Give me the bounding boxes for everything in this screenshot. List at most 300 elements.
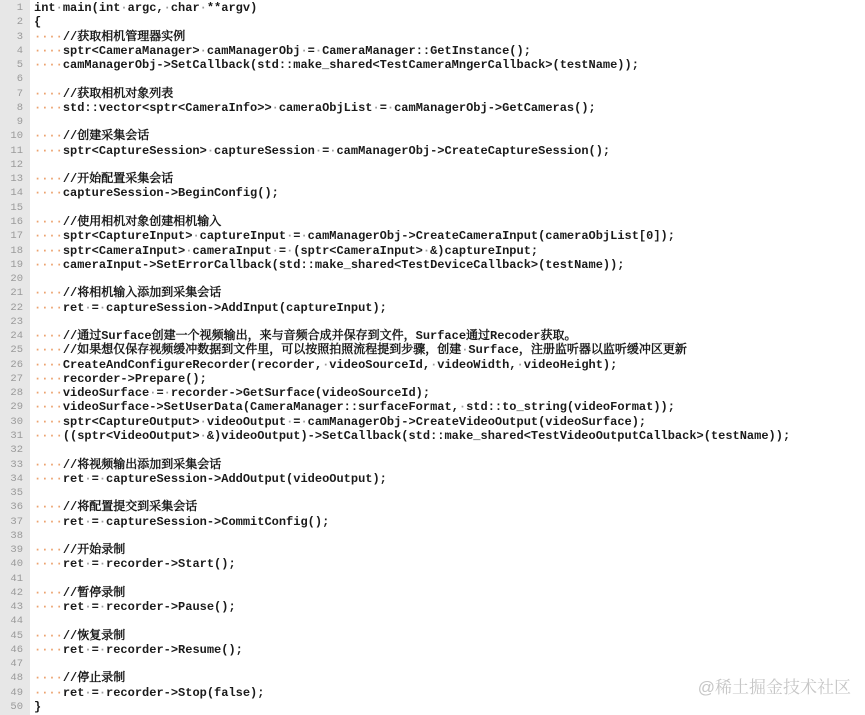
whitespace-dot: · — [458, 400, 467, 415]
code-text: ····sptr<CaptureOutput>·videoOutput·=·camManagerObj->CreateVideoOutput(videoSurface); — [34, 414, 647, 429]
whitespace-dot: · — [48, 386, 56, 401]
code-text — [30, 72, 34, 86]
code-text: ····((sptr<VideoOutput>·&)videoOutput)->SetCallback(std::make_shared<TestVideoOutputCallback>(testName)); — [34, 428, 791, 443]
whitespace-dot: · — [41, 457, 49, 472]
whitespace-dot: · — [41, 400, 49, 415]
whitespace-dot: · — [48, 243, 56, 258]
line-number: 17 — [0, 229, 30, 243]
code-text — [30, 572, 34, 586]
code-line — [0, 158, 865, 172]
code-text — [30, 115, 34, 129]
whitespace-dot: · — [84, 514, 92, 529]
code-line — [0, 58, 865, 72]
whitespace-dot: · — [300, 229, 308, 244]
whitespace-dot: · — [271, 100, 279, 115]
code-text: ····//将配置提交到采集会话 — [34, 500, 198, 515]
code-text — [30, 272, 34, 286]
whitespace-dot: · — [34, 414, 42, 429]
code-text — [30, 614, 34, 628]
line-number: 29 — [0, 400, 30, 414]
whitespace-dot: · — [286, 414, 294, 429]
line-number: 7 — [0, 87, 30, 101]
line-number: 43 — [0, 600, 30, 614]
whitespace-dot: · — [41, 143, 49, 158]
whitespace-dot: · — [386, 100, 395, 115]
line-number: 5 — [0, 58, 30, 72]
whitespace-dot: · — [34, 671, 42, 686]
whitespace-dot: · — [48, 457, 56, 472]
code-text: int·main(int·argc,·char·**argv) — [34, 1, 258, 15]
whitespace-dot: · — [55, 286, 63, 301]
whitespace-dot: · — [34, 172, 42, 187]
code-line — [0, 486, 865, 500]
whitespace-dot: · — [98, 600, 107, 615]
line-number: 34 — [0, 472, 30, 486]
whitespace-dot: · — [55, 172, 63, 187]
whitespace-dot: · — [48, 43, 56, 58]
whitespace-dot: · — [41, 172, 49, 187]
whitespace-dot: · — [163, 1, 171, 15]
code-text — [30, 657, 34, 671]
whitespace-dot: · — [98, 685, 107, 700]
code-line — [0, 700, 865, 714]
code-line — [0, 244, 865, 258]
whitespace-dot: · — [55, 628, 63, 643]
whitespace-dot: · — [41, 628, 49, 643]
code-text — [30, 158, 34, 172]
whitespace-dot: · — [55, 100, 63, 115]
code-line — [0, 443, 865, 457]
whitespace-dot: · — [430, 357, 438, 372]
whitespace-dot: · — [55, 257, 63, 272]
line-number: 41 — [0, 572, 30, 586]
whitespace-dot: · — [286, 243, 294, 258]
whitespace-dot: · — [98, 471, 107, 486]
whitespace-dot: · — [199, 428, 207, 443]
whitespace-dot: · — [55, 329, 63, 344]
whitespace-dot: · — [48, 286, 56, 301]
line-number: 25 — [0, 343, 30, 357]
whitespace-dot: · — [55, 471, 63, 486]
code-text: ····sptr<CameraManager>·camManagerObj·=·CameraManager::GetInstance(); — [34, 43, 531, 58]
whitespace-dot: · — [34, 286, 42, 301]
line-number: 36 — [0, 500, 30, 514]
whitespace-dot: · — [55, 428, 63, 443]
line-number: 6 — [0, 72, 30, 86]
code-line — [0, 515, 865, 529]
whitespace-dot: · — [48, 300, 56, 315]
line-number: 31 — [0, 429, 30, 443]
whitespace-dot: · — [84, 642, 92, 657]
whitespace-dot: · — [34, 628, 42, 643]
line-number: 9 — [0, 115, 30, 129]
whitespace-dot: · — [48, 628, 56, 643]
whitespace-dot: · — [98, 514, 107, 529]
whitespace-dot: · — [84, 471, 92, 486]
code-text: ····ret·=·captureSession->AddOutput(videoOutput); — [34, 471, 387, 486]
whitespace-dot: · — [41, 43, 49, 58]
whitespace-dot: · — [84, 557, 92, 572]
whitespace-dot: · — [41, 514, 49, 529]
whitespace-dot: · — [48, 642, 56, 657]
line-number: 1 — [0, 1, 30, 15]
line-number: 33 — [0, 458, 30, 472]
code-text — [30, 486, 34, 500]
whitespace-dot: · — [41, 371, 49, 386]
code-text: ····sptr<CaptureSession>·captureSession·=·camManagerObj->CreateCaptureSession(); — [34, 143, 611, 158]
code-text: ····//将视频输出添加到采集会话 — [34, 457, 222, 472]
whitespace-dot: · — [34, 600, 42, 615]
code-text: ····//创建采集会话 — [34, 129, 150, 144]
line-number: 28 — [0, 386, 30, 400]
whitespace-dot: · — [314, 143, 323, 158]
whitespace-dot: · — [48, 557, 56, 572]
line-number: 12 — [0, 158, 30, 172]
whitespace-dot: · — [461, 343, 469, 358]
whitespace-dot: · — [98, 300, 107, 315]
code-line — [0, 643, 865, 657]
whitespace-dot: · — [55, 414, 63, 429]
whitespace-dot: · — [48, 343, 56, 358]
whitespace-dot: · — [48, 543, 56, 558]
whitespace-dot: · — [422, 243, 431, 258]
whitespace-dot: · — [55, 600, 63, 615]
code-line — [0, 30, 865, 44]
code-line — [0, 358, 865, 372]
whitespace-dot: · — [55, 357, 63, 372]
code-line — [0, 87, 865, 101]
code-text: ····//通过Surface创建一个视频输出，来与音频合成并保存到文件，Surface通过Recoder获取。 — [34, 329, 577, 344]
whitespace-dot: · — [34, 371, 42, 386]
code-line — [0, 557, 865, 571]
whitespace-dot: · — [34, 100, 42, 115]
whitespace-dot: · — [55, 214, 63, 229]
code-text: ····camManagerObj->SetCallback(std::make_shared<TestCameraMngerCallback>(testName)); — [34, 58, 639, 73]
whitespace-dot: · — [300, 43, 308, 58]
whitespace-dot: · — [41, 129, 49, 144]
whitespace-dot: · — [48, 129, 56, 144]
code-text: ····sptr<CameraInput>·cameraInput·=·(sptr<CameraInput>·&)captureInput; — [34, 243, 539, 258]
whitespace-dot: · — [48, 471, 56, 486]
whitespace-dot: · — [516, 357, 524, 372]
code-text: ····ret·=·captureSession->CommitConfig(); — [34, 514, 330, 529]
whitespace-dot: · — [55, 671, 63, 686]
whitespace-dot: · — [41, 58, 49, 73]
line-number: 48 — [0, 671, 30, 685]
code-text: } — [34, 700, 42, 715]
line-number: 4 — [0, 44, 30, 58]
line-number: 13 — [0, 172, 30, 186]
code-line — [0, 272, 865, 286]
line-number: 23 — [0, 315, 30, 329]
code-text: ····ret·=·recorder->Resume(); — [34, 642, 243, 657]
line-number: 40 — [0, 557, 30, 571]
line-number: 44 — [0, 614, 30, 628]
code-line — [0, 543, 865, 557]
whitespace-dot: · — [34, 585, 42, 600]
code-line — [0, 15, 865, 29]
code-line — [0, 372, 865, 386]
whitespace-dot: · — [372, 100, 380, 115]
code-text: ····//获取相机对象列表 — [34, 86, 174, 101]
whitespace-dot: · — [34, 514, 42, 529]
whitespace-dot: · — [55, 143, 63, 158]
whitespace-dot: · — [199, 414, 207, 429]
code-line — [0, 186, 865, 200]
code-line — [0, 315, 865, 329]
code-line — [0, 72, 865, 86]
code-line — [0, 614, 865, 628]
whitespace-dot: · — [34, 43, 42, 58]
code-text: ····//将相机输入添加到采集会话 — [34, 286, 222, 301]
code-line — [0, 201, 865, 215]
line-number: 18 — [0, 244, 30, 258]
whitespace-dot: · — [48, 400, 56, 415]
whitespace-dot: · — [48, 329, 56, 344]
code-line — [0, 529, 865, 543]
whitespace-dot: · — [41, 428, 49, 443]
whitespace-dot: · — [34, 471, 42, 486]
whitespace-dot: · — [55, 43, 63, 58]
whitespace-dot: · — [55, 400, 63, 415]
whitespace-dot: · — [34, 357, 42, 372]
whitespace-dot: · — [55, 1, 63, 15]
code-line — [0, 172, 865, 186]
whitespace-dot: · — [34, 29, 42, 44]
whitespace-dot: · — [34, 86, 42, 101]
code-line — [0, 229, 865, 243]
whitespace-dot: · — [48, 357, 56, 372]
code-text: ····videoSurface·=·recorder->GetSurface(videoSourceId); — [34, 386, 431, 401]
line-number: 19 — [0, 258, 30, 272]
whitespace-dot: · — [55, 343, 63, 358]
whitespace-dot: · — [41, 329, 49, 344]
code-line — [0, 586, 865, 600]
code-text: ····std::vector<sptr<CameraInfo>>·cameraObjList·=·camManagerObj->GetCameras(); — [34, 100, 596, 115]
code-line — [0, 115, 865, 129]
whitespace-dot: · — [163, 386, 171, 401]
code-text — [30, 315, 34, 329]
whitespace-dot: · — [34, 685, 42, 700]
line-number: 26 — [0, 358, 30, 372]
whitespace-dot: · — [41, 642, 49, 657]
code-line — [0, 144, 865, 158]
whitespace-dot: · — [34, 329, 42, 344]
line-number: 3 — [0, 30, 30, 44]
line-number: 45 — [0, 629, 30, 643]
whitespace-dot: · — [149, 386, 157, 401]
line-number: 47 — [0, 657, 30, 671]
whitespace-dot: · — [34, 500, 42, 515]
whitespace-dot: · — [34, 243, 42, 258]
code-line — [0, 657, 865, 671]
code-line — [0, 129, 865, 143]
whitespace-dot: · — [55, 371, 63, 386]
whitespace-dot: · — [48, 229, 56, 244]
whitespace-dot: · — [34, 386, 42, 401]
whitespace-dot: · — [286, 229, 294, 244]
code-text: ····//开始录制 — [34, 543, 126, 558]
code-line — [0, 329, 865, 343]
code-line — [0, 301, 865, 315]
whitespace-dot: · — [192, 229, 200, 244]
code-text: ····cameraInput->SetErrorCallback(std::make_shared<TestDeviceCallback>(testName)); — [34, 257, 625, 272]
whitespace-dot: · — [41, 214, 49, 229]
code-text — [30, 201, 34, 215]
line-number: 11 — [0, 144, 30, 158]
code-line — [0, 386, 865, 400]
line-number: 42 — [0, 586, 30, 600]
whitespace-dot: · — [41, 557, 49, 572]
whitespace-dot: · — [329, 143, 337, 158]
whitespace-dot: · — [55, 29, 63, 44]
line-number: 15 — [0, 201, 30, 215]
code-text — [30, 443, 34, 457]
line-number: 10 — [0, 129, 30, 143]
code-line — [0, 258, 865, 272]
whitespace-dot: · — [55, 300, 63, 315]
whitespace-dot: · — [34, 257, 42, 272]
code-line — [0, 343, 865, 357]
whitespace-dot: · — [34, 229, 42, 244]
line-number: 14 — [0, 186, 30, 200]
code-text: ····ret·=·recorder->Start(); — [34, 557, 236, 572]
code-text: ····recorder->Prepare(); — [34, 371, 207, 386]
whitespace-dot: · — [48, 58, 56, 73]
line-number: 8 — [0, 101, 30, 115]
whitespace-dot: · — [120, 1, 128, 15]
whitespace-dot: · — [41, 500, 49, 515]
code-line — [0, 1, 865, 15]
line-number: 35 — [0, 486, 30, 500]
whitespace-dot: · — [98, 557, 107, 572]
whitespace-dot: · — [34, 457, 42, 472]
whitespace-dot: · — [41, 585, 49, 600]
whitespace-dot: · — [34, 300, 42, 315]
whitespace-dot: · — [34, 557, 42, 572]
code-line — [0, 286, 865, 300]
code-text: ····//开始配置采集会话 — [34, 172, 174, 187]
whitespace-dot: · — [55, 557, 63, 572]
whitespace-dot: · — [34, 428, 42, 443]
line-number: 32 — [0, 443, 30, 457]
whitespace-dot: · — [84, 685, 92, 700]
whitespace-dot: · — [48, 514, 56, 529]
whitespace-dot: · — [48, 86, 56, 101]
whitespace-dot: · — [34, 543, 42, 558]
line-number: 30 — [0, 415, 30, 429]
whitespace-dot: · — [41, 186, 49, 201]
whitespace-dot: · — [48, 186, 56, 201]
code-text: ····captureSession->BeginConfig(); — [34, 186, 279, 201]
whitespace-dot: · — [34, 143, 42, 158]
whitespace-dot: · — [48, 600, 56, 615]
whitespace-dot: · — [48, 585, 56, 600]
whitespace-dot: · — [314, 43, 323, 58]
whitespace-dot: · — [41, 343, 49, 358]
code-text: ····ret·=·captureSession->AddInput(captureInput); — [34, 300, 387, 315]
line-number: 39 — [0, 543, 30, 557]
code-text: ····//恢复录制 — [34, 628, 126, 643]
whitespace-dot: · — [55, 457, 63, 472]
line-number: 38 — [0, 529, 30, 543]
whitespace-dot: · — [185, 243, 193, 258]
whitespace-dot: · — [41, 471, 49, 486]
whitespace-dot: · — [48, 428, 56, 443]
code-line — [0, 472, 865, 486]
whitespace-dot: · — [41, 685, 49, 700]
whitespace-dot: · — [48, 414, 56, 429]
whitespace-dot: · — [48, 257, 56, 272]
code-text: ····//暂停录制 — [34, 585, 126, 600]
code-text: ····CreateAndConfigureRecorder(recorder,·videoSourceId,·videoWidth,·videoHeight); — [34, 357, 618, 372]
whitespace-dot: · — [41, 357, 49, 372]
code-text: ····videoSurface->SetUserData(CameraManager::surfaceFormat,·std::to_string(videoFormat)); — [34, 400, 675, 415]
line-number: 16 — [0, 215, 30, 229]
whitespace-dot: · — [48, 29, 56, 44]
whitespace-dot: · — [98, 642, 107, 657]
whitespace-dot: · — [55, 642, 63, 657]
code-text: ····//获取相机管理器实例 — [34, 29, 186, 44]
whitespace-dot: · — [48, 671, 56, 686]
code-text: ····//停止录制 — [34, 671, 126, 686]
code-line — [0, 572, 865, 586]
whitespace-dot: · — [41, 100, 49, 115]
whitespace-dot: · — [34, 642, 42, 657]
whitespace-dot: · — [55, 543, 63, 558]
line-number: 24 — [0, 329, 30, 343]
line-number: 2 — [0, 15, 30, 29]
whitespace-dot: · — [55, 500, 63, 515]
watermark-text: @稀土掘金技术社区 — [697, 678, 851, 697]
whitespace-dot: · — [41, 29, 49, 44]
whitespace-dot: · — [34, 186, 42, 201]
code-line — [0, 429, 865, 443]
line-number: 21 — [0, 286, 30, 300]
code-line — [0, 101, 865, 115]
whitespace-dot: · — [206, 143, 215, 158]
whitespace-dot: · — [34, 129, 42, 144]
code-text: ····sptr<CaptureInput>·captureInput·=·camManagerObj->CreateCameraInput(cameraObjList[0]); — [34, 229, 675, 244]
line-number: 20 — [0, 272, 30, 286]
code-line — [0, 500, 865, 514]
whitespace-dot: · — [41, 671, 49, 686]
whitespace-dot: · — [48, 100, 56, 115]
whitespace-dot: · — [322, 357, 330, 372]
line-number: 46 — [0, 643, 30, 657]
line-number: 27 — [0, 372, 30, 386]
whitespace-dot: · — [55, 514, 63, 529]
whitespace-dot: · — [84, 600, 92, 615]
whitespace-dot: · — [55, 129, 63, 144]
whitespace-dot: · — [34, 58, 42, 73]
whitespace-dot: · — [41, 543, 49, 558]
whitespace-dot: · — [41, 257, 49, 272]
code-line — [0, 400, 865, 414]
code-line — [0, 458, 865, 472]
line-number: 22 — [0, 301, 30, 315]
whitespace-dot: · — [84, 300, 92, 315]
code-text: ····ret·=·recorder->Stop(false); — [34, 685, 265, 700]
whitespace-dot: · — [41, 300, 49, 315]
line-number: 50 — [0, 700, 30, 714]
whitespace-dot: · — [34, 214, 42, 229]
whitespace-dot: · — [41, 600, 49, 615]
line-number: 49 — [0, 686, 30, 700]
whitespace-dot: · — [48, 685, 56, 700]
code-line — [0, 629, 865, 643]
whitespace-dot: · — [41, 243, 49, 258]
